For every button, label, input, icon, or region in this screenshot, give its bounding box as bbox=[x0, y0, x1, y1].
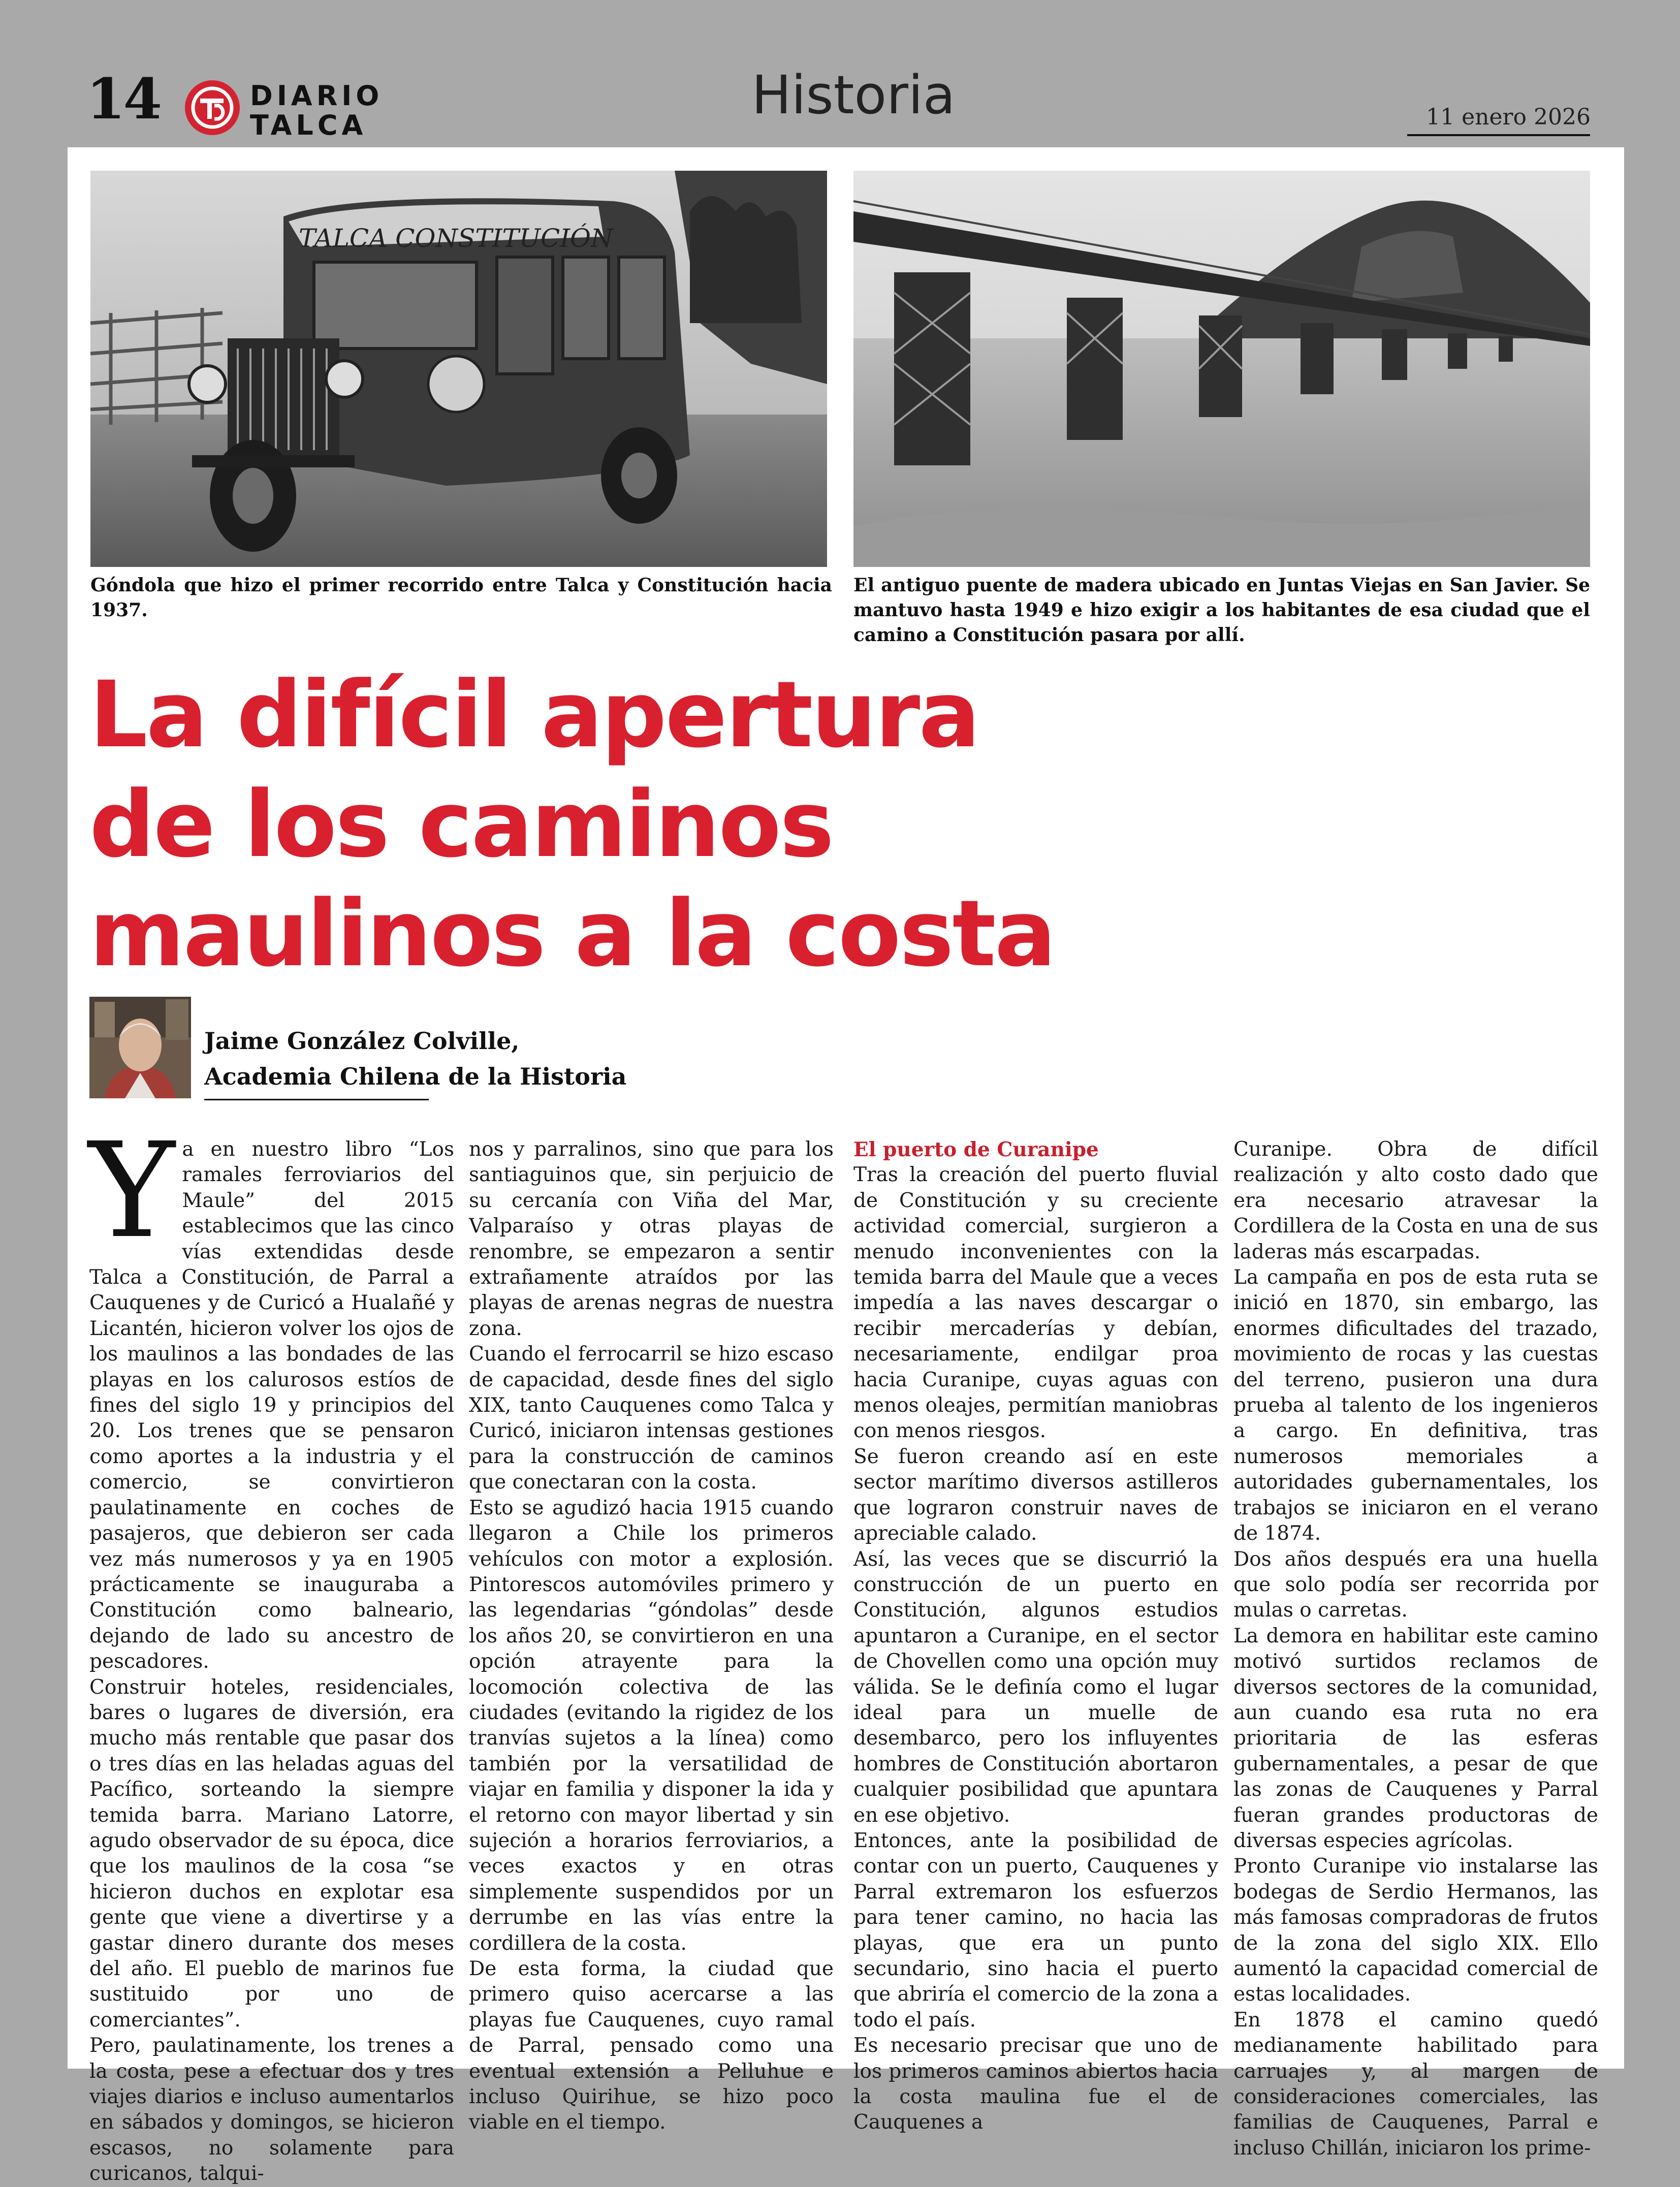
article-column-2 bbox=[469, 1137, 834, 2134]
photo-gondola-bus[interactable] bbox=[90, 171, 827, 567]
headline-line-3: maulinos a la costa bbox=[89, 881, 1055, 988]
paragraph: Pero, paulatinamente, los trenes a la costa, pese a efectuar dos y tres viajes diarios e incluso aumentarlos en sábados y domingos, se hicieron escasos, no solamente para curicanos, talqui- bbox=[89, 2034, 454, 2185]
headline-line-2: de los caminos bbox=[89, 771, 833, 878]
logo-word-diario: DIARIO bbox=[250, 80, 384, 112]
photo-caption-bridge: El antiguo puente de madera ubicado en Juntas Viejas en San Javier. Se mantuvo hasta 1949 e hizo exigir a los habitantes de esa ciudad que el camino a Constitución pasara por allí. bbox=[853, 575, 1590, 646]
paragraph: nos y parralinos, sino que para los santiaguinos que, sin perjuicio de su cercanía con Viña del Mar, Valparaíso y otras playas de renombre, se empezaron a sentir extrañamente atraídos por las playas de arenas negras de nuestra zona. bbox=[469, 1138, 834, 1340]
paragraph: La demora en habilitar este camino motivó surtidos reclamos de diversos sectores de la comunidad, aun cuando esa ruta no era prioritaria de las esferas gubernamentales, a pesar de que las zonas de Cauquenes y Parral fueran grandes productoras de diversas especies agrícolas. bbox=[1233, 1624, 1598, 1852]
article-column-4 bbox=[1233, 1137, 1598, 2160]
logo-mark-icon bbox=[185, 80, 240, 135]
paragraph: Tras la creación del puerto fluvial de Constitución y su creciente actividad comercial, surgieron a menudo inconvenientes con la temida barra del Maule que a veces impedía a las naves descargar o recibir mercaderías y debían, necesariamente, endilgar proa hacia Curanipe, cuyas aguas con menos oleajes, permitían maniobras con menos riesgos. bbox=[853, 1163, 1218, 1443]
paragraph: Es necesario precisar que uno de los primeros caminos abiertos hacia la costa maulina fue el de Cauquenes a bbox=[853, 2034, 1218, 2134]
drop-cap: Y bbox=[88, 1115, 175, 1267]
paragraph: Curanipe. Obra de difícil realización y alto costo dado que era necesario atravesar la Cordillera de la Costa en una de sus laderas más escarpadas. bbox=[1233, 1138, 1598, 1263]
article-column-1 bbox=[88, 1115, 454, 2185]
paragraph: Entonces, ante la posibilidad de contar con un puerto, Cauquenes y Parral extremaron los esfuerzos para tener camino, no hacia las playas, que era un punto secundario, sino hacia el puerto que abriría el comercio de la zona a todo el país. bbox=[853, 1829, 1218, 2032]
paragraph: a en nuestro libro “Los ramales ferroviarios del Maule” del 2015 establecimos que las cinco vías extendidas desde Talca a Constitución, de Parral a Cauquenes y de Curicó a Hualañé y Licantén, hicieron volver los ojos de los maulinos a las bondades de las playas en los calurosos estíos de fines del siglo 19 y principios del 20. Los trenes que se pensaron como aportes a la industria y el comercio, se convirtieron paulatinamente en coches de pasajeros, que debieron ser cada vez más numerosos y ya en 1905 prácticamente se inauguraba a Constitución como balneario, dejando de lado su ancestro de pescadores. bbox=[89, 1138, 454, 1673]
date-underline bbox=[1407, 134, 1590, 136]
headline bbox=[89, 660, 1258, 989]
issue-date: 11 enero 2026 bbox=[1426, 104, 1591, 130]
photo-wooden-bridge[interactable] bbox=[853, 171, 1590, 567]
paragraph: Cuando el ferrocarril se hizo escaso de capacidad, desde fines del siglo XIX, tanto Cauquenes como Talca y Curicó, iniciaron intensas gestiones para la construcción de caminos que conectaran con la costa. bbox=[469, 1343, 834, 1494]
paragraph: Pronto Curanipe vio instalarse las bodegas de Serdio Hermanos, las más famosas compradoras de frutos de la zona del siglo XIX. Ello aumentó la capacidad comercial de estas localidades. bbox=[1233, 1855, 1598, 2006]
paragraph: De esta forma, la ciudad que primero quiso acercarse a las playas fue Cauquenes, cuyo ramal de Parral, pensado como una eventual extensión a Pelluhue e incluso Quirihue, se hizo poco viable en el tiempo. bbox=[469, 1957, 834, 2134]
photo-caption-gondola: Góndola que hizo el primer recorrido entre Talca y Constitución hacia 1937. bbox=[90, 575, 832, 621]
article-column-3 bbox=[853, 1137, 1218, 2134]
page-number: 14 bbox=[86, 66, 161, 132]
bus-sign-text: TALCA CONSTITUCIÓN bbox=[299, 224, 613, 253]
newspaper-logo[interactable] bbox=[181, 76, 384, 142]
paragraph: La campaña en pos de esta ruta se inició en 1870, sin embargo, las enormes dificultades del trazado, movimiento de rocas y las cuestas del terreno, pusieron una dura prueba al talento de los ingenieros a cargo. En definitiva, tras numerosos memoriales a autoridades gubernamentales, los trabajos se iniciaron en el verano de 1874. bbox=[1233, 1266, 1598, 1545]
section-title: Historia bbox=[751, 64, 956, 126]
paragraph: Dos años después era una huella que solo podía ser recorrida por mulas o carretas. bbox=[1233, 1547, 1598, 1622]
paragraph: En 1878 el camino quedó medianamente habilitado para carruajes y, al margen de consideraciones comerciales, las familias de Cauquenes, Parral e incluso Chillán, iniciaron los prime- bbox=[1233, 2008, 1598, 2160]
logo-word-talca: TALCA bbox=[250, 109, 367, 141]
author-affiliation: Academia Chilena de la Historia bbox=[204, 1063, 627, 1090]
author-name: Jaime González Colville, bbox=[204, 1027, 520, 1055]
author-avatar[interactable] bbox=[89, 997, 191, 1098]
headline-line-1: La difícil apertura bbox=[89, 662, 979, 768]
author-underline bbox=[204, 1099, 429, 1100]
paragraph: Esto se agudizó hacia 1915 cuando llegaron a Chile los primeros vehículos con motor a explosión. Pintorescos automóviles primero y las legendarias “góndolas” desde los años 20, se convirtieron en una opción atrayente para la locomoción colectiva de las ciudades (evitando la rigidez de los tranvías sujetos a la línea) como también por la versatilidad de viajar en familia y disponer la ida y el retorno con mayor libertad y sin sujeción a horarios ferroviarios, a veces exactos y en otras simplemente suspendidos por un derrumbe en las vías entre la cordillera de la costa. bbox=[469, 1496, 834, 1955]
subheading: El puerto de Curanipe bbox=[853, 1138, 1099, 1161]
paragraph: Se fueron creando así en este sector marítimo diversos astilleros que lograron construir naves de apreciable calado. bbox=[853, 1445, 1218, 1545]
paragraph: Así, las veces que se discurrió la construcción de un puerto en Constitución, algunos estudios apuntaron a Curanipe, en el sector de Chovellen como una opción muy válida. Se le definía como el lugar ideal para un muelle de desembarco, pero los influyentes hombres de Constitución abortaron cualquier posibilidad que apuntara en ese objetivo. bbox=[853, 1547, 1218, 1827]
paragraph: Construir hoteles, residenciales, bares o lugares de diversión, era mucho más rentable que pasar dos o tres días en las heladas aguas del Pacífico, sorteando la siempre temida barra. Mariano Latorre, agudo observador de su época, dice que los maulinos de la cosa “se hicieron duchos en explotar esa gente que viene a divertirse y a gastar dinero durante dos meses del año. El pueblo de marinos fue sustituido por uno de comerciantes”. bbox=[89, 1675, 454, 2032]
